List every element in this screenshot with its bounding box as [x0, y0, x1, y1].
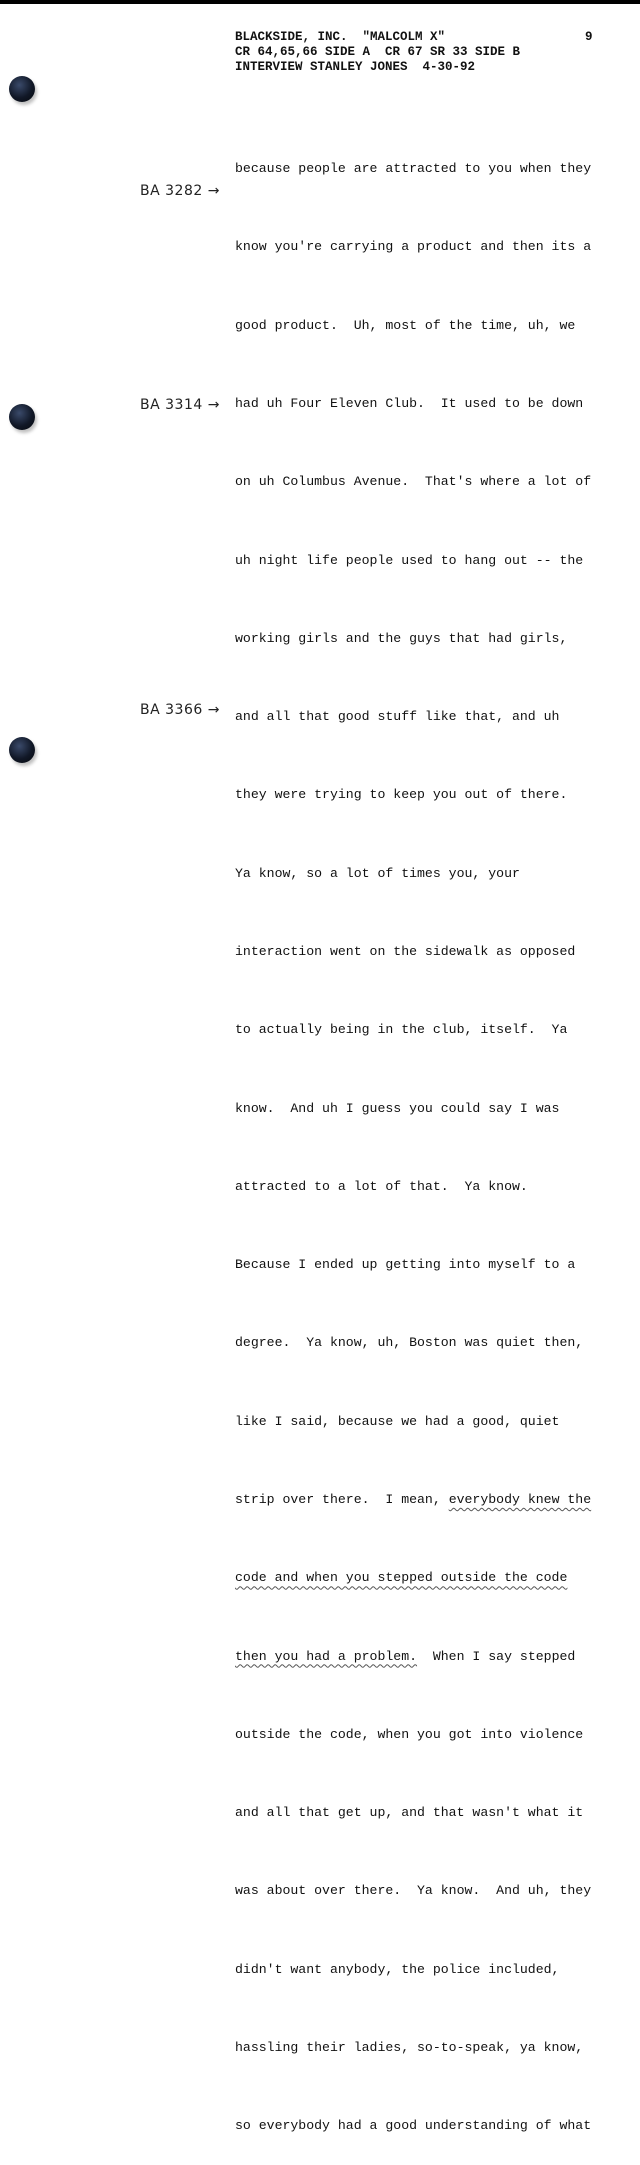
punch-hole-icon — [9, 737, 35, 763]
transcript-line — [235, 1565, 635, 1591]
header-line-interview: INTERVIEW STANLEY JONES 4-30-92 — [235, 60, 476, 74]
document-header — [235, 30, 520, 75]
transcript-line: uh night life people used to hang out -- the — [235, 552, 584, 568]
underlined-phrase: code and when you stepped outside the code — [235, 1570, 568, 1586]
top-edge-rule — [0, 0, 640, 4]
underlined-phrase: everybody knew the — [448, 1491, 592, 1507]
transcript-line — [235, 1487, 635, 1513]
transcript-line: they were trying to keep you out of there. — [235, 787, 568, 803]
transcript-line: know. And uh I guess you could say I was — [235, 1100, 560, 1116]
transcript-line: and all that get up, and that wasn't what it — [235, 1805, 584, 1821]
transcript-line: because people are attracted to you when they — [235, 161, 592, 177]
margin-note-ba-3282: BA 3282 → — [140, 183, 220, 199]
transcript-line: and all that good stuff like that, and uh — [235, 709, 560, 725]
transcript-line: to actually being in the club, itself. Ya — [235, 1022, 568, 1038]
transcript-line: outside the code, when you got into violence — [235, 1726, 584, 1742]
transcript-line: so everybody had a good understanding of what — [235, 2118, 592, 2134]
transcript-line — [235, 1644, 635, 1670]
transcript-line: Because I ended up getting into myself to a — [235, 1257, 576, 1273]
transcript-line: didn't want anybody, the police included, — [235, 1961, 560, 1977]
page-number: 9 — [585, 30, 593, 44]
underlined-phrase: then you had a problem. — [235, 1648, 418, 1664]
transcript-body — [235, 104, 635, 2165]
transcript-line-part: When I say stepped — [417, 1648, 576, 1664]
transcript-line: had uh Four Eleven Club. It used to be down — [235, 396, 584, 412]
margin-note-ba-3314: BA 3314 → — [140, 397, 220, 413]
transcript-line: on uh Columbus Avenue. That's where a lot of — [235, 474, 592, 490]
transcript-line: hassling their ladies, so-to-speak, ya know, — [235, 2039, 584, 2055]
header-line-title: BLACKSIDE, INC. "MALCOLM X" — [235, 30, 446, 44]
punch-hole-icon — [9, 404, 35, 430]
transcript-line: attracted to a lot of that. Ya know. — [235, 1178, 528, 1194]
transcript-line: like I said, because we had a good, quiet — [235, 1413, 560, 1429]
transcript-line-part: strip over there. I mean, — [235, 1491, 449, 1507]
transcript-line: interaction went on the sidewalk as opposed — [235, 944, 576, 959]
margin-note-ba-3366: BA 3366 → — [140, 702, 220, 718]
header-line-reels: CR 64,65,66 SIDE A CR 67 SR 33 SIDE B — [235, 45, 521, 59]
transcript-line: good product. Uh, most of the time, uh, we — [235, 317, 576, 333]
transcript-line: know you're carrying a product and then its a — [235, 239, 592, 255]
transcript-line: was about over there. Ya know. And uh, they — [235, 1883, 592, 1899]
punch-hole-icon — [9, 76, 35, 102]
transcript-line: working girls and the guys that had girls, — [235, 630, 568, 646]
transcript-line: Ya know, so a lot of times you, your — [235, 865, 520, 881]
transcript-line: degree. Ya know, uh, Boston was quiet then, — [235, 1335, 584, 1351]
